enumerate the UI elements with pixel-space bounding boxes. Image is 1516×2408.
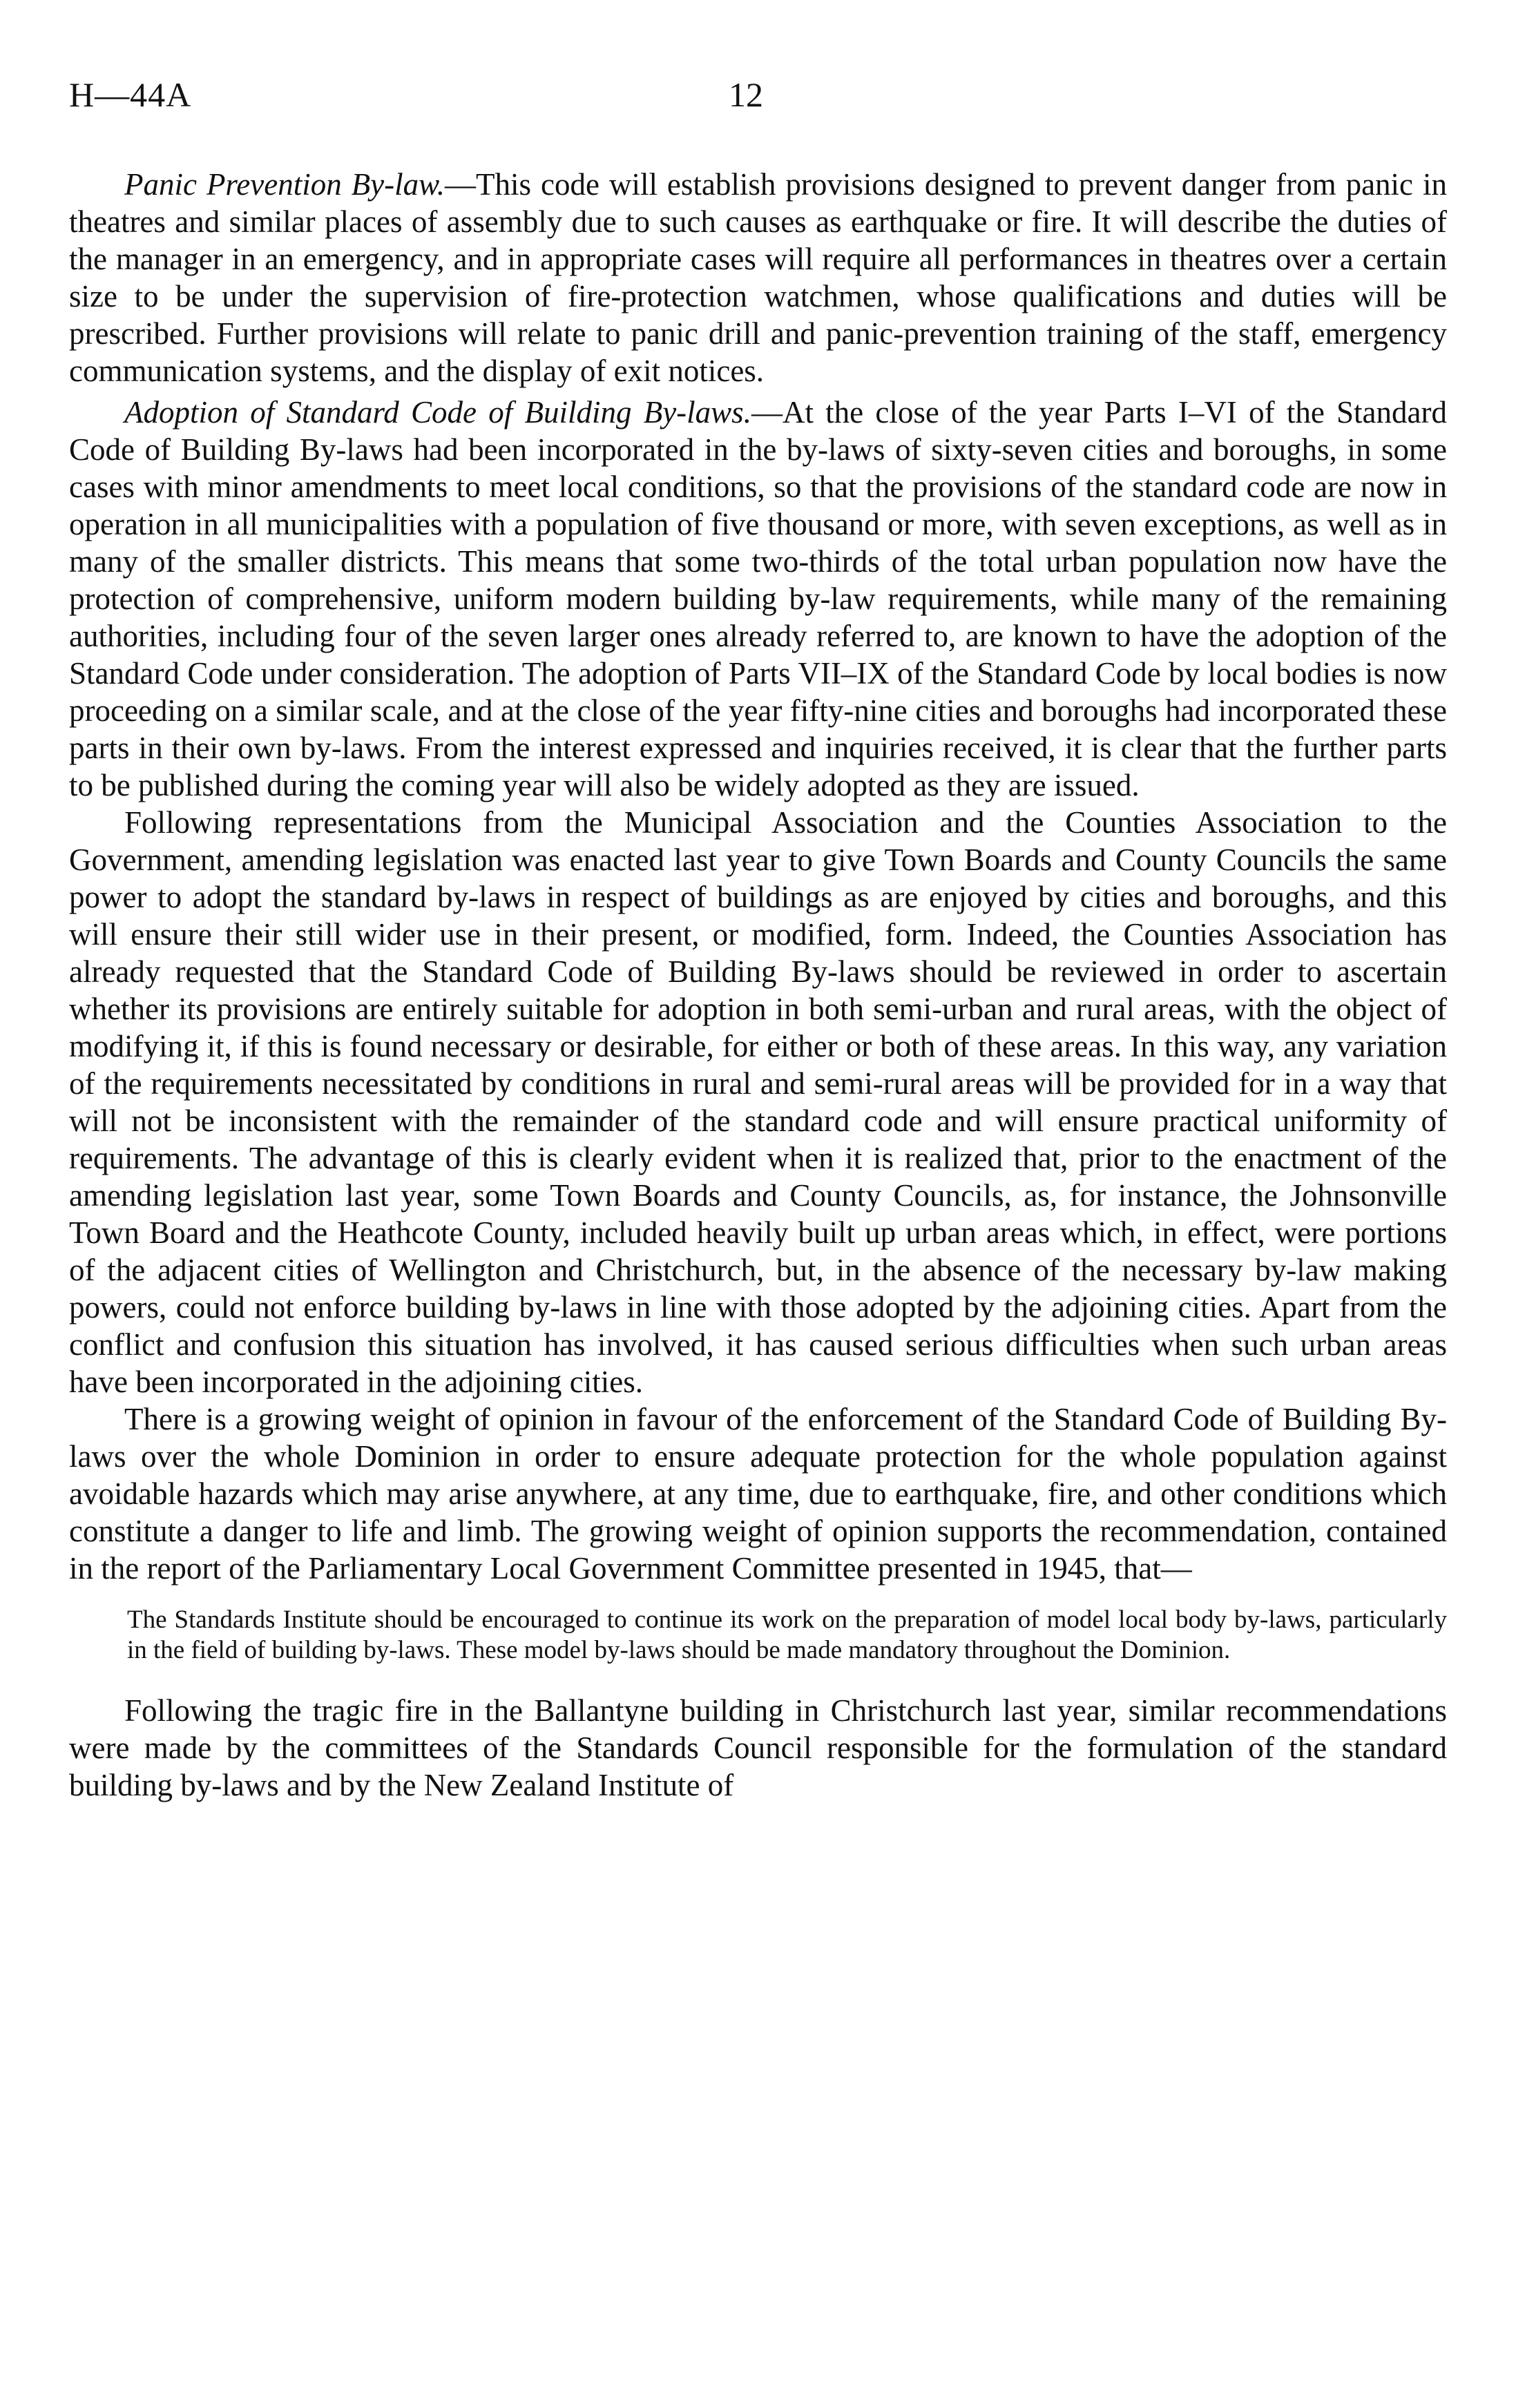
block-quote: The Standards Institute should be encouraged to continue its work on the preparation of model local body by-laws, particularly in the field of building by-laws. These model by-laws should be made mandatory throughout the Dominion. <box>127 1606 1447 1664</box>
paragraph-text: —This code will establish provisions designed to prevent danger from panic in theatres and similar places of assembly due to such causes as earthquake or fire. It will describe the duties of the manager in an emergency, and in appropriate cases will require all performances in theatres over a certain size to be under the supervision of fire-protection watchmen, whose qualifications and duties will be prescribed. Further provisions will relate to panic drill and panic-prevention training of the staff, emergency communication systems, and the display of exit notices. <box>69 167 1447 388</box>
section-heading-panic-prevention: Panic Prevention By-law. <box>124 167 445 202</box>
page-number: 12 <box>729 75 763 114</box>
document-page <box>69 69 1447 2376</box>
paragraph-growing-opinion: There is a growing weight of opinion in favour of the enforcement of the Standard Code of Building By-laws over the whole Dominion in order to ensure adequate protection for the whole population against avoidable hazards which may arise anywhere, at any time, due to earthquake, fire, and other conditions which constitute a danger to life and limb. The growing weight of opinion supports the recommendation, contained in the report of the Parliamentary Local Government Committee presented in 1945, that— <box>69 1402 1447 1586</box>
body-text <box>69 166 1447 1804</box>
paragraph-panic-prevention <box>69 166 1447 389</box>
paragraph-ballantyne-fire: Following the tragic fire in the Ballantyne building in Christchurch last year, similar recommendations were made by the committees of the Standards Council responsible for the formulation of the standard building by-laws and by the New Zealand Institute of <box>69 1693 1447 1802</box>
section-heading-adoption: Adoption of Standard Code of Building By-laws. <box>124 395 751 430</box>
page-header <box>69 69 1447 124</box>
paragraph-adoption-standard-code <box>69 394 1447 804</box>
paragraph-text: —At the close of the year Parts I–VI of the Standard Code of Building By-laws had been incorporated in the by-laws of sixty-seven cities and boroughs, in some cases with minor amendments to meet local conditions, so that the provisions of the standard code are now in operation in all municipalities with a population of five thousand or more, with seven exceptions, as well as in many of the smaller districts. This means that some two-thirds of the total urban population now have the protection of comprehensive, uniform modern building by-law requirements, while many of the remaining authorities, including four of the seven larger ones already referred to, are known to have the adoption of the Standard Code under consideration. The adoption of Parts VII–IX of the Standard Code by local bodies is now proceeding on a similar scale, and at the close of the year fifty-nine cities and boroughs had incorporated these parts in their own by-laws. From the interest expressed and inquiries received, it is clear that the further parts to be published during the coming year will also be widely adopted as they are issued. <box>69 395 1447 802</box>
paragraph-amending-legislation: Following representations from the Municipal Association and the Counties Association to the Government, amending legislation was enacted last year to give Town Boards and County Councils the same power to adopt the standard by-laws in respect of buildings as are enjoyed by cities and boroughs, and this will ensure their still wider use in their present, or modified, form. Indeed, the Counties Association has already requested that the Standard Code of Building By-laws should be reviewed in order to ascertain whether its provisions are entirely suitable for adoption in both semi-urban and rural areas, with the object of modifying it, if this is found necessary or desirable, for either or both of these areas. In this way, any variation of the requirements necessitated by conditions in rural and semi-rural areas will be provided for in a way that will not be inconsistent with the remainder of the standard code and will ensure practical uniformity of requirements. The advantage of this is clearly evident when it is realized that, prior to the enactment of the amending legislation last year, some Town Boards and County Councils, as, for instance, the Johnsonville Town Board and the Heathcote County, included heavily built up urban areas which, in effect, were portions of the adjacent cities of Wellington and Christchurch, but, in the absence of the necessary by-law making powers, could not enforce building by-laws in line with those adopted by the adjoining cities. Apart from the conflict and confusion this situation has involved, it has caused serious difficulties when such urban areas have been incorporated in the adjoining cities. <box>69 805 1447 1399</box>
document-code: H—44A <box>69 75 192 114</box>
